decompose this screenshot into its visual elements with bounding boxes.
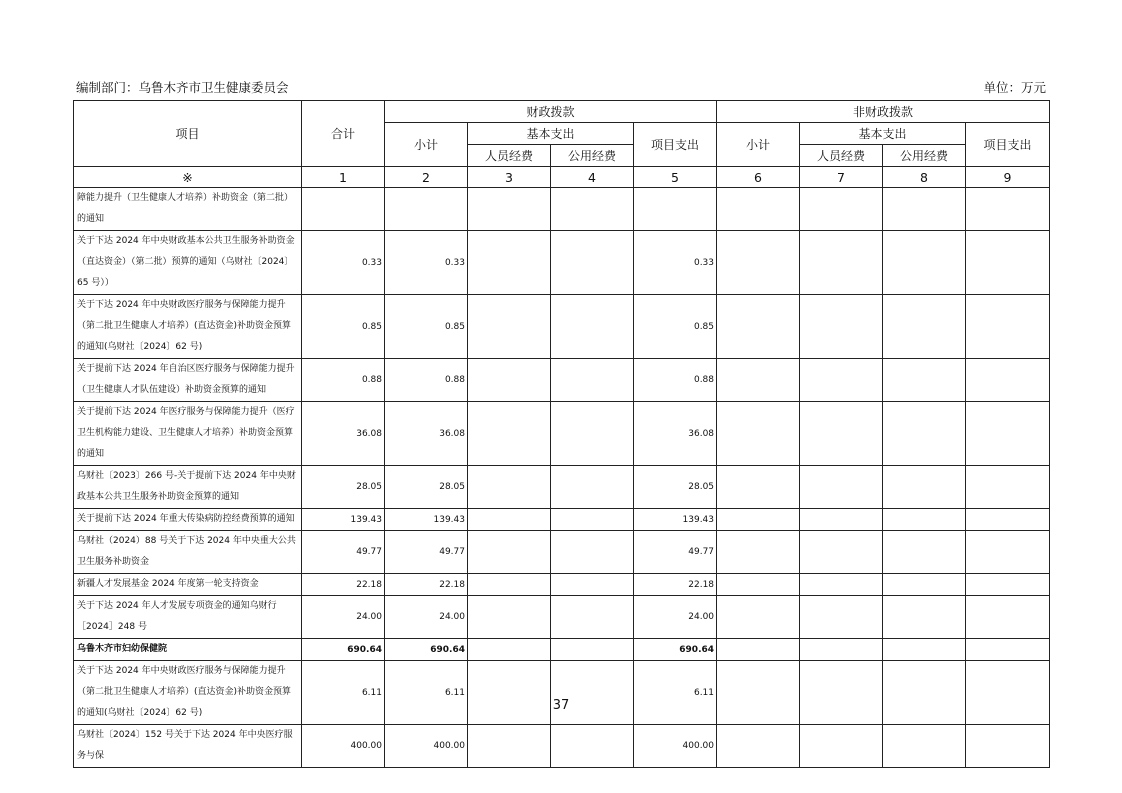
- row-public: [551, 188, 634, 231]
- row-nonfiscal-public: [883, 725, 966, 768]
- header-nonfiscal-basic: 基本支出: [800, 123, 966, 145]
- row-total: 0.85: [302, 295, 385, 359]
- row-nonfiscal-personnel: [800, 639, 883, 661]
- index-cell: 9: [966, 167, 1050, 188]
- table-row: [74, 359, 1050, 402]
- row-item: 关于提前下达 2024 年医疗服务与保障能力提升（医疗卫生机构能力建设、卫生健康人才培养）补助资金预算的通知: [74, 402, 302, 466]
- row-nonfiscal-public: [883, 639, 966, 661]
- row-nonfiscal-public: [883, 509, 966, 531]
- unit-label: 单位：万元: [983, 80, 1046, 95]
- row-nonfiscal-public: [883, 661, 966, 725]
- table-row: [74, 188, 1050, 231]
- row-total: 24.00: [302, 596, 385, 639]
- row-nonfiscal-project: [966, 402, 1050, 466]
- row-subtotal: 400.00: [385, 725, 468, 768]
- row-nonfiscal-subtotal: [717, 661, 800, 725]
- row-nonfiscal-subtotal: [717, 188, 800, 231]
- row-nonfiscal-subtotal: [717, 359, 800, 402]
- row-item: 关于下达 2024 年中央财政医疗服务与保障能力提升（第二批卫生健康人才培养）(直达资金)补助资金预算的通知(乌财社〔2024〕62 号): [74, 295, 302, 359]
- row-project: 0.88: [634, 359, 717, 402]
- row-total: 400.00: [302, 725, 385, 768]
- row-public: [551, 359, 634, 402]
- table-row: [74, 725, 1050, 768]
- row-project: 0.33: [634, 231, 717, 295]
- row-personnel: [468, 188, 551, 231]
- row-nonfiscal-project: [966, 639, 1050, 661]
- row-nonfiscal-project: [966, 596, 1050, 639]
- index-cell: 5: [634, 167, 717, 188]
- row-item: 新疆人才发展基金 2024 年度第一轮支持资金: [74, 574, 302, 596]
- row-nonfiscal-subtotal: [717, 509, 800, 531]
- row-nonfiscal-subtotal: [717, 725, 800, 768]
- row-project: 139.43: [634, 509, 717, 531]
- row-public: [551, 661, 634, 725]
- row-nonfiscal-subtotal: [717, 639, 800, 661]
- table-row: [74, 295, 1050, 359]
- row-total: [302, 188, 385, 231]
- header-fiscal-personnel: 人员经费: [468, 145, 551, 167]
- row-nonfiscal-project: [966, 531, 1050, 574]
- row-subtotal: [385, 188, 468, 231]
- row-item: 乌财社（2024）88 号关于下达 2024 年中央重大公共卫生服务补助资金: [74, 531, 302, 574]
- row-project: 49.77: [634, 531, 717, 574]
- row-subtotal: 22.18: [385, 574, 468, 596]
- header-nonfiscal: 非财政拨款: [717, 101, 1050, 123]
- row-total: 0.33: [302, 231, 385, 295]
- row-item: 乌财社〔2024〕152 号关于下达 2024 年中央医疗服务与保: [74, 725, 302, 768]
- row-item: 关于下达 2024 年中央财政基本公共卫生服务补助资金（直达资金）（第二批）预算的通知（乌财社〔2024〕65 号））: [74, 231, 302, 295]
- row-nonfiscal-personnel: [800, 188, 883, 231]
- row-nonfiscal-project: [966, 661, 1050, 725]
- row-nonfiscal-personnel: [800, 402, 883, 466]
- row-total: 22.18: [302, 574, 385, 596]
- row-subtotal: 6.11: [385, 661, 468, 725]
- row-item: 关于提前下达 2024 年自治区医疗服务与保障能力提升（卫生健康人才队伍建设）补助资金预算的通知: [74, 359, 302, 402]
- row-public: [551, 509, 634, 531]
- row-nonfiscal-project: [966, 725, 1050, 768]
- row-nonfiscal-public: [883, 574, 966, 596]
- row-nonfiscal-project: [966, 509, 1050, 531]
- row-nonfiscal-personnel: [800, 661, 883, 725]
- row-item: 乌鲁木齐市妇幼保健院: [74, 639, 302, 661]
- row-nonfiscal-subtotal: [717, 295, 800, 359]
- index-cell: 7: [800, 167, 883, 188]
- row-project: 22.18: [634, 574, 717, 596]
- index-cell: 2: [385, 167, 468, 188]
- row-nonfiscal-personnel: [800, 466, 883, 509]
- row-project: 6.11: [634, 661, 717, 725]
- index-cell: 6: [717, 167, 800, 188]
- row-total: 6.11: [302, 661, 385, 725]
- header-fiscal-project: 项目支出: [634, 123, 717, 167]
- row-personnel: [468, 574, 551, 596]
- row-nonfiscal-personnel: [800, 231, 883, 295]
- row-public: [551, 295, 634, 359]
- row-nonfiscal-subtotal: [717, 531, 800, 574]
- table-row: [74, 596, 1050, 639]
- index-cell: 3: [468, 167, 551, 188]
- table-row: [74, 231, 1050, 295]
- row-public: [551, 531, 634, 574]
- header-nonfiscal-subtotal: 小计: [717, 123, 800, 167]
- row-public: [551, 639, 634, 661]
- row-item: 障能力提升（卫生健康人才培养）补助资金（第二批）的通知: [74, 188, 302, 231]
- row-total: 49.77: [302, 531, 385, 574]
- row-personnel: [468, 509, 551, 531]
- row-nonfiscal-project: [966, 466, 1050, 509]
- row-item: 乌财社〔2023〕266 号-关于提前下达 2024 年中央财政基本公共卫生服务补助资金预算的通知: [74, 466, 302, 509]
- row-total: 28.05: [302, 466, 385, 509]
- row-nonfiscal-public: [883, 295, 966, 359]
- row-personnel: [468, 466, 551, 509]
- row-personnel: [468, 596, 551, 639]
- row-public: [551, 231, 634, 295]
- row-public: [551, 402, 634, 466]
- row-nonfiscal-public: [883, 596, 966, 639]
- row-nonfiscal-personnel: [800, 574, 883, 596]
- department-label: 编制部门：乌鲁木齐市卫生健康委员会: [76, 80, 289, 95]
- row-nonfiscal-personnel: [800, 596, 883, 639]
- row-nonfiscal-personnel: [800, 359, 883, 402]
- table-row: [74, 661, 1050, 725]
- header-nonfiscal-personnel: 人员经费: [800, 145, 883, 167]
- row-nonfiscal-public: [883, 402, 966, 466]
- header-nonfiscal-public: 公用经费: [883, 145, 966, 167]
- row-project: 36.08: [634, 402, 717, 466]
- row-item: 关于下达 2024 年人才发展专项资金的通知乌财行［2024］248 号: [74, 596, 302, 639]
- row-total: 0.88: [302, 359, 385, 402]
- row-nonfiscal-project: [966, 359, 1050, 402]
- row-nonfiscal-subtotal: [717, 231, 800, 295]
- header-total: 合计: [302, 101, 385, 167]
- row-public: [551, 725, 634, 768]
- row-project: 0.85: [634, 295, 717, 359]
- row-project: 400.00: [634, 725, 717, 768]
- row-item: 关于下达 2024 年中央财政医疗服务与保障能力提升（第二批卫生健康人才培养）(直达资金)补助资金预算的通知(乌财社〔2024〕62 号): [74, 661, 302, 725]
- row-nonfiscal-public: [883, 188, 966, 231]
- table-row: [74, 402, 1050, 466]
- row-personnel: [468, 725, 551, 768]
- table-row: [74, 639, 1050, 661]
- row-nonfiscal-personnel: [800, 725, 883, 768]
- row-subtotal: 690.64: [385, 639, 468, 661]
- row-nonfiscal-public: [883, 359, 966, 402]
- row-nonfiscal-project: [966, 574, 1050, 596]
- row-nonfiscal-public: [883, 231, 966, 295]
- row-personnel: [468, 639, 551, 661]
- row-nonfiscal-project: [966, 188, 1050, 231]
- row-subtotal: 49.77: [385, 531, 468, 574]
- table-row: [74, 509, 1050, 531]
- row-personnel: [468, 531, 551, 574]
- row-project: [634, 188, 717, 231]
- row-subtotal: 36.08: [385, 402, 468, 466]
- header-fiscal: 财政拨款: [385, 101, 717, 123]
- row-project: 28.05: [634, 466, 717, 509]
- header-item: 项目: [74, 101, 302, 167]
- row-project: 690.64: [634, 639, 717, 661]
- header-nonfiscal-project: 项目支出: [966, 123, 1050, 167]
- row-personnel: [468, 359, 551, 402]
- index-cell: ※: [74, 167, 302, 188]
- row-nonfiscal-subtotal: [717, 402, 800, 466]
- row-nonfiscal-personnel: [800, 509, 883, 531]
- row-nonfiscal-public: [883, 531, 966, 574]
- row-nonfiscal-personnel: [800, 531, 883, 574]
- row-item: 关于提前下达 2024 年重大传染病防控经费预算的通知: [74, 509, 302, 531]
- row-nonfiscal-subtotal: [717, 574, 800, 596]
- index-cell: 4: [551, 167, 634, 188]
- header-fiscal-public: 公用经费: [551, 145, 634, 167]
- row-nonfiscal-project: [966, 295, 1050, 359]
- row-nonfiscal-subtotal: [717, 466, 800, 509]
- row-subtotal: 28.05: [385, 466, 468, 509]
- row-subtotal: 139.43: [385, 509, 468, 531]
- row-total: 36.08: [302, 402, 385, 466]
- index-cell: 8: [883, 167, 966, 188]
- row-personnel: [468, 231, 551, 295]
- page-number: 37: [552, 698, 570, 713]
- row-subtotal: 0.88: [385, 359, 468, 402]
- row-subtotal: 24.00: [385, 596, 468, 639]
- index-cell: 1: [302, 167, 385, 188]
- row-nonfiscal-subtotal: [717, 596, 800, 639]
- row-total: 690.64: [302, 639, 385, 661]
- row-total: 139.43: [302, 509, 385, 531]
- row-nonfiscal-public: [883, 466, 966, 509]
- row-public: [551, 466, 634, 509]
- row-public: [551, 574, 634, 596]
- row-nonfiscal-personnel: [800, 295, 883, 359]
- budget-table: [73, 100, 1050, 768]
- table-row: [74, 574, 1050, 596]
- row-project: 24.00: [634, 596, 717, 639]
- row-personnel: [468, 295, 551, 359]
- row-subtotal: 0.33: [385, 231, 468, 295]
- table-row: [74, 531, 1050, 574]
- row-public: [551, 596, 634, 639]
- row-subtotal: 0.85: [385, 295, 468, 359]
- table-row: [74, 466, 1050, 509]
- row-nonfiscal-project: [966, 231, 1050, 295]
- header-fiscal-basic: 基本支出: [468, 123, 634, 145]
- row-personnel: [468, 402, 551, 466]
- header-fiscal-subtotal: 小计: [385, 123, 468, 167]
- row-personnel: [468, 661, 551, 725]
